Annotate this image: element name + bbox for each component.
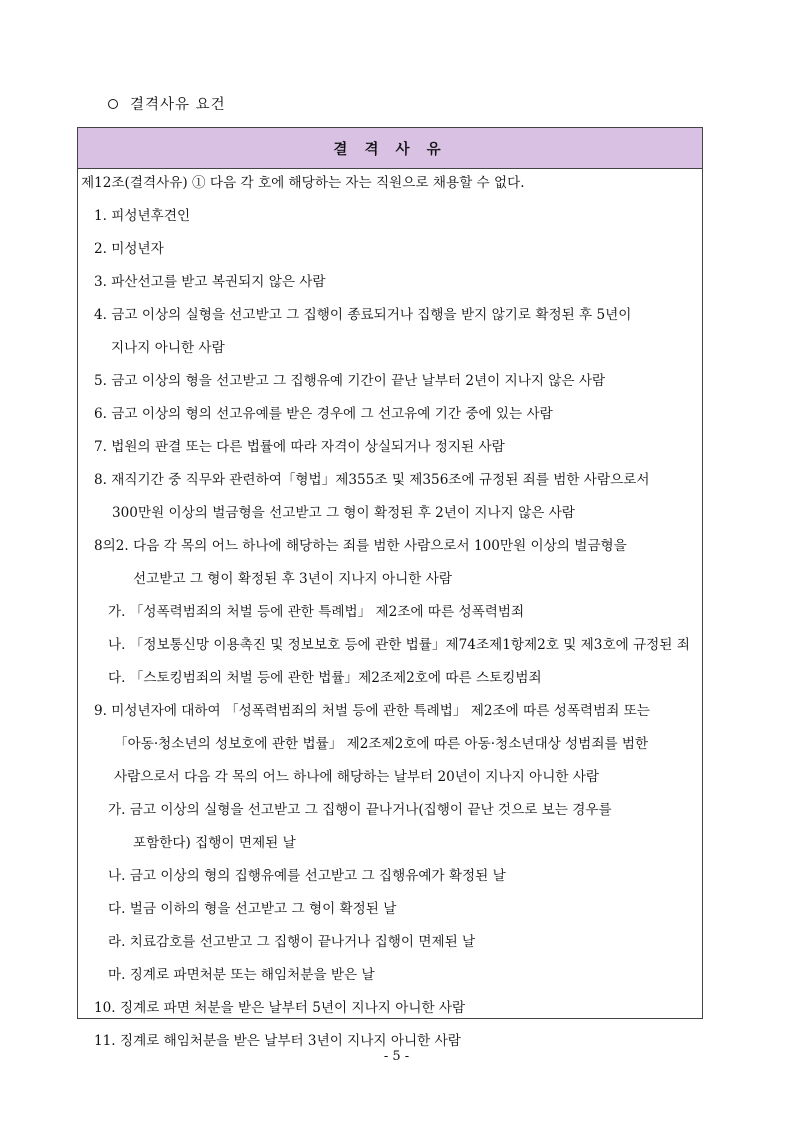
- clause-line: 다. 「스토킹범죄의 처벌 등에 관한 법률」제2조제2호에 따른 스토킹범죄: [108, 670, 542, 686]
- clause-line: 가. 금고 이상의 실형을 선고받고 그 집행이 끝나거나(집행이 끝난 것으로 보는 경우를: [108, 802, 612, 818]
- clause-line: 마. 징계로 파면처분 또는 해임처분을 받은 날: [108, 967, 375, 983]
- clause-line: 300만원 이상의 벌금형을 선고받고 그 형이 확정된 후 2년이 지나지 않은 사람: [112, 505, 575, 521]
- clause-line: 나. 금고 이상의 형의 집행유예를 선고받고 그 집행유예가 확정된 날: [108, 868, 506, 884]
- clause-line: 6. 금고 이상의 형의 선고유예를 받은 경우에 그 선고유예 기간 중에 있는 사람: [94, 406, 553, 422]
- section-heading-text: 결격사유 요건: [130, 97, 226, 113]
- circle-bullet-icon: [108, 99, 118, 109]
- clause-line: 7. 법원의 판결 또는 다른 법률에 따라 자격이 상실되거나 정지된 사람: [94, 439, 505, 455]
- clause-line: 포함한다) 집행이 면제된 날: [133, 835, 296, 851]
- clause-line: 다. 벌금 이하의 형을 선고받고 그 형이 확정된 날: [108, 901, 397, 917]
- clause-line: 8의2. 다음 각 목의 어느 하나에 해당하는 죄를 범한 사람으로서 100만원 이상의 벌금형을: [94, 538, 627, 554]
- clause-line: 2. 미성년자: [94, 241, 164, 257]
- clause-line: 「아동·청소년의 성보호에 관한 법률」 제2조제2호에 따른 아동·청소년대상 성범죄를 범한: [114, 736, 649, 752]
- clause-line: 5. 금고 이상의 형을 선고받고 그 집행유예 기간이 끝난 날부터 2년이 지나지 않은 사람: [94, 373, 606, 389]
- clause-line: 나. 「정보통신망 이용촉진 및 정보보호 등에 관한 법률」제74조제1항제2호 및 제3호에 규정된 죄: [108, 637, 690, 653]
- article-intro: 제12조(결격사유) ① 다음 각 호에 해당하는 자는 직원으로 채용할 수 없다.: [81, 175, 525, 191]
- clause-line: 10. 징계로 파면 처분을 받은 날부터 5년이 지나지 아니한 사람: [94, 1000, 466, 1016]
- clause-line: 라. 치료감호를 선고받고 그 집행이 끝나거나 집행이 면제된 날: [108, 934, 476, 950]
- clause-line: 선고받고 그 형이 확정된 후 3년이 지나지 아니한 사람: [133, 571, 452, 587]
- page-number: - 5 -: [383, 1049, 410, 1064]
- clause-line: 지나지 아니한 사람: [111, 340, 225, 356]
- clause-line: 4. 금고 이상의 실형을 선고받고 그 집행이 종료되거나 집행을 받지 않기로 확정된 후 5년이: [94, 307, 632, 323]
- disqualification-table: [77, 127, 703, 1049]
- section-heading: [108, 93, 226, 114]
- clause-line: 사람으로서 다음 각 목의 어느 하나에 해당하는 날부터 20년이 지나지 아니한 사람: [114, 769, 600, 785]
- clause-line: 11. 징계로 해임처분을 받은 날부터 3년이 지나지 아니한 사람: [94, 1033, 461, 1049]
- table-header: 결 격 사 유: [78, 128, 702, 169]
- clause-line: 9. 미성년자에 대하여 「성폭력범죄의 처벌 등에 관한 특례법」 제2조에 따른 성폭력범죄 또는: [94, 703, 650, 719]
- clause-line: 3. 파산선고를 받고 복권되지 않은 사람: [94, 274, 326, 290]
- clause-line: 가. 「성폭력범죄의 처벌 등에 관한 특례법」 제2조에 따른 성폭력범죄: [108, 604, 525, 620]
- clause-line: 8. 재직기간 중 직무와 관련하여「형법」제355조 및 제356조에 규정된 죄를 범한 사람으로서: [94, 472, 650, 488]
- clause-line: 1. 피성년후견인: [94, 208, 191, 224]
